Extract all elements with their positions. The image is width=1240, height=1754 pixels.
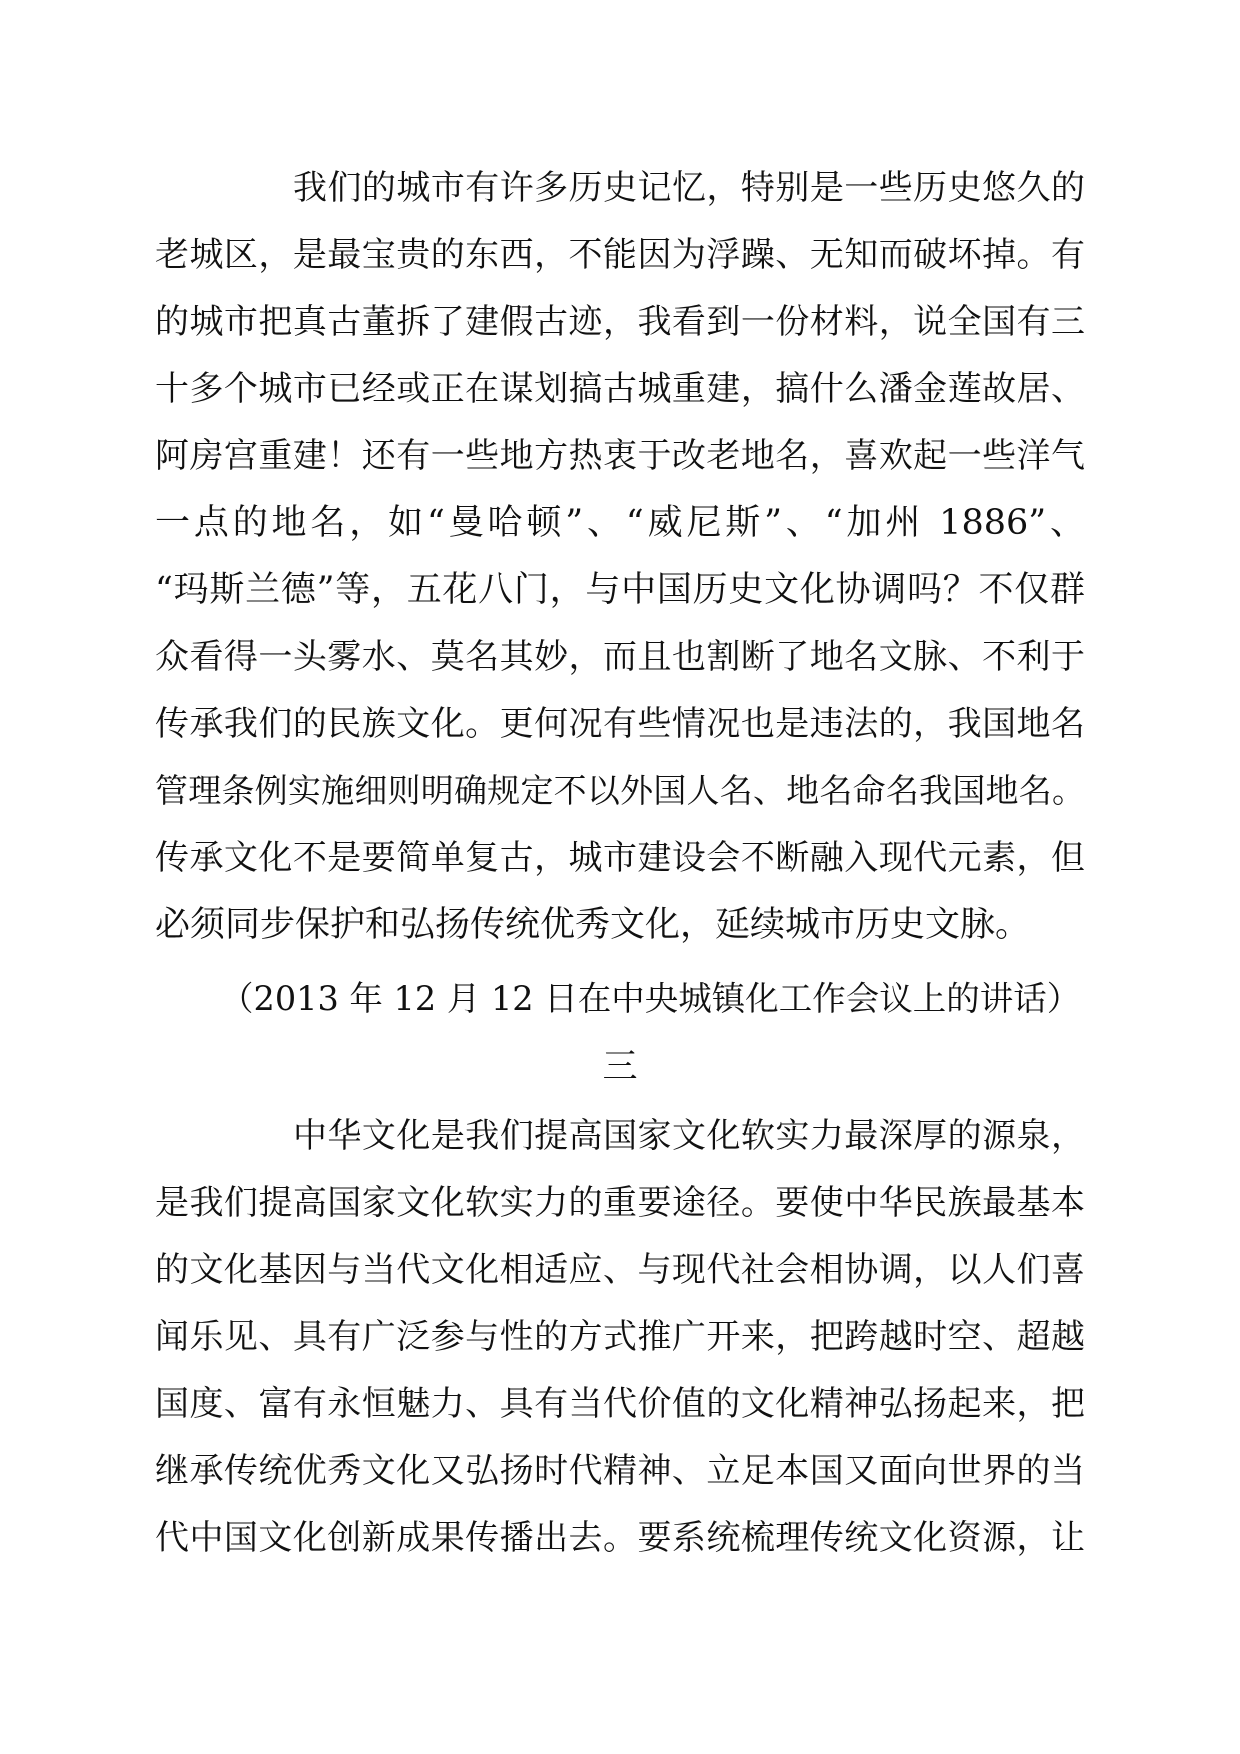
paragraph-line: 十多个城市已经或正在谋划搞古城重建，搞什么潘金莲故居、 <box>155 369 1085 409</box>
speech-source-caption: （2013 年 12 月 12 日在中央城镇化工作会议上的讲话） <box>220 979 1081 1018</box>
paragraph-line: 代中国文化创新成果传播出去。要系统梳理传统文化资源，让 <box>155 1518 1085 1558</box>
paragraph-line: 传承我们的民族文化。更何况有些情况也是违法的，我国地名 <box>155 704 1085 744</box>
paragraph-line: 老城区，是最宝贵的东西，不能因为浮躁、无知而破坏掉。有 <box>155 235 1085 275</box>
paragraph-line: 众看得一头雾水、莫名其妙，而且也割断了地名文脉、不利于 <box>155 637 1085 677</box>
paragraph-line: 必须同步保护和弘扬传统优秀文化，延续城市历史文脉。 <box>155 905 1031 945</box>
paragraph-line: 管理条例实施细则明确规定不以外国人名、地名命名我国地名。 <box>155 771 1085 810</box>
paragraph-line: 我们的城市有许多历史记忆，特别是一些历史悠久的 <box>293 168 1085 208</box>
paragraph-line: “玛斯兰德”等，五花八门，与中国历史文化协调吗？不仅群 <box>155 570 1085 610</box>
paragraph-line: 一点的地名，如“曼哈顿”、“威尼斯”、“加州 1886”、 <box>155 503 1085 543</box>
paragraph-line: 阿房宫重建！还有一些地方热衷于改老地名，喜欢起一些洋气 <box>155 436 1085 476</box>
paragraph-line: 的城市把真古董拆了建假古迹，我看到一份材料，说全国有三 <box>155 302 1085 342</box>
paragraph-line: 的文化基因与当代文化相适应、与现代社会相协调，以人们喜 <box>155 1250 1085 1290</box>
paragraph-line: 闻乐见、具有广泛参与性的方式推广开来，把跨越时空、超越 <box>155 1317 1085 1357</box>
paragraph-line: 继承传统优秀文化又弘扬时代精神、立足本国又面向世界的当 <box>155 1451 1085 1491</box>
paragraph-line: 中华文化是我们提高国家文化软实力最深厚的源泉， <box>293 1116 1085 1156</box>
paragraph-line: 国度、富有永恒魅力、具有当代价值的文化精神弘扬起来，把 <box>155 1384 1085 1424</box>
paragraph-line: 是我们提高国家文化软实力的重要途径。要使中华民族最基本 <box>155 1183 1085 1223</box>
section-heading: 三 <box>602 1047 638 1087</box>
paragraph-line: 传承文化不是要简单复古，城市建设会不断融入现代元素，但 <box>155 838 1085 878</box>
